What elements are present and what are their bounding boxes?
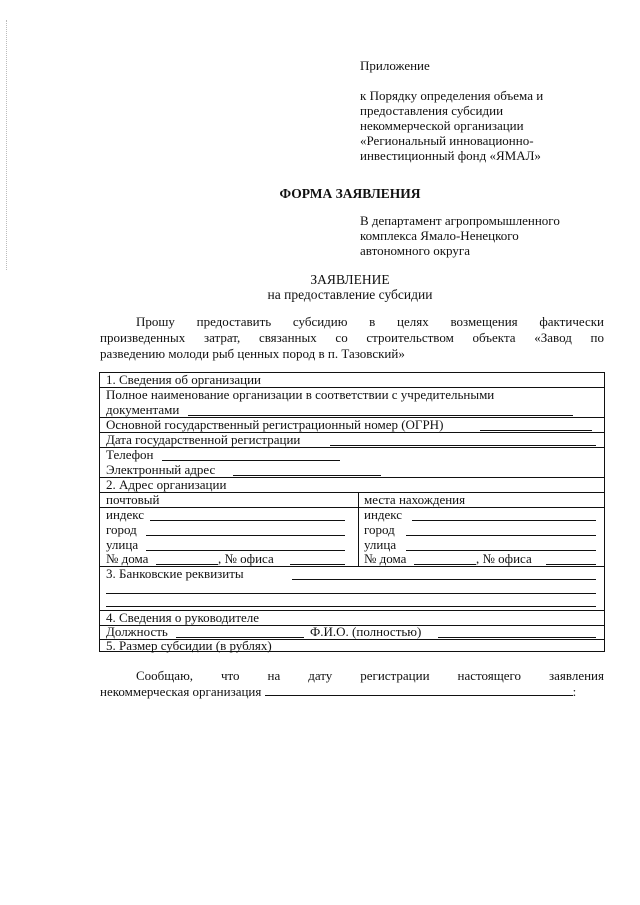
postal-index-label: индекс [106, 507, 145, 522]
form-title: ФОРМА ЗАЯВЛЕНИЯ [279, 186, 421, 201]
statement-subtitle: на предоставление субсидии [267, 287, 433, 302]
section-bank-header: 3. Банковские реквизиты [106, 566, 244, 581]
full-name-label: Полное наименование организации в соответствии с учредительными [106, 387, 495, 402]
addressee-line: комплекса Ямало-Ненецкого [360, 228, 519, 243]
appendix-line: инвестиционный фонд «ЯМАЛ» [360, 148, 541, 163]
bank-field-3[interactable] [106, 606, 596, 607]
footer-line: Сообщаю, что на дату регистрации настоящего заявления [136, 668, 604, 683]
appendix-line: некоммерческой организации [360, 118, 524, 133]
full-name-label-cont: документами [106, 402, 180, 417]
full-name-field[interactable] [188, 415, 573, 416]
addressee-line: В департамент агропромышленного [360, 213, 560, 228]
footer-line-text: некоммерческая организация [100, 684, 262, 699]
location-city-label: город [364, 522, 395, 537]
location-house-label: № дома [364, 551, 407, 566]
addressee-line: автономного округа [360, 243, 470, 258]
location-index-label: индекс [364, 507, 403, 522]
postal-office-label: , № офиса [218, 551, 274, 566]
reg-date-label: Дата государственной регистрации [106, 432, 301, 447]
section-address-header: 2. Адрес организации [106, 477, 227, 492]
email-label: Электронный адрес [106, 462, 216, 477]
paragraph-line: произведенных затрат, связанных со строительством объекта «Завод по [100, 330, 604, 345]
postal-city-field[interactable] [146, 535, 345, 536]
fullname-field[interactable] [438, 637, 596, 638]
location-office-label: , № офиса [476, 551, 532, 566]
location-index-field[interactable] [412, 520, 596, 521]
appendix-line: предоставления субсидии [360, 103, 504, 118]
appendix-line: «Региональный инновационно- [360, 133, 534, 148]
section-org-info-header: 1. Сведения об организации [106, 372, 262, 387]
section-subsidy-header: 5. Размер субсидии (в рублях) [106, 638, 272, 653]
email-field[interactable] [233, 475, 381, 476]
postal-column-header: почтовый [106, 492, 160, 507]
paragraph-line: Прошу предоставить субсидию в целях возмещения фактически [136, 314, 604, 329]
location-office-field[interactable] [546, 564, 596, 565]
application-form-table [99, 372, 605, 652]
footer-colon: : [572, 684, 577, 699]
section-head-header: 4. Сведения о руководителе [106, 610, 260, 625]
footer-line-2 [100, 684, 604, 700]
statement-paragraph [100, 314, 604, 362]
paragraph-line: разведению молоди рыб ценных пород в п. Тазовский» [100, 346, 405, 361]
ogrn-label: Основной государственный регистрационный номер (ОГРН) [106, 417, 444, 432]
postal-house-label: № дома [106, 551, 149, 566]
position-label: Должность [106, 624, 168, 639]
location-column-header: места нахождения [364, 492, 466, 507]
addressee-block [360, 213, 560, 258]
scan-edge-marks [6, 20, 8, 270]
subsidy-amount-field[interactable] [300, 651, 596, 652]
phone-field[interactable] [162, 460, 340, 461]
ogrn-field[interactable] [480, 430, 592, 431]
appendix-block [360, 58, 543, 163]
location-street-label: улица [364, 537, 397, 552]
appendix-line: к Порядку определения объема и [360, 88, 544, 103]
footer-paragraph [100, 668, 604, 700]
reg-date-field[interactable] [330, 445, 596, 446]
postal-house-field[interactable] [156, 564, 218, 565]
postal-index-field[interactable] [150, 520, 345, 521]
phone-label: Телефон [106, 447, 154, 462]
postal-street-label: улица [106, 537, 139, 552]
postal-office-field[interactable] [290, 564, 345, 565]
bank-field-1[interactable] [292, 579, 596, 580]
location-house-field[interactable] [414, 564, 476, 565]
bank-field-2[interactable] [106, 593, 596, 594]
fullname-label: Ф.И.О. (полностью) [310, 624, 422, 639]
location-city-field[interactable] [406, 535, 596, 536]
appendix-title: Приложение [360, 58, 430, 73]
organization-status-field[interactable] [265, 684, 573, 696]
postal-city-label: город [106, 522, 137, 537]
statement-title: ЗАЯВЛЕНИЕ [310, 272, 390, 287]
